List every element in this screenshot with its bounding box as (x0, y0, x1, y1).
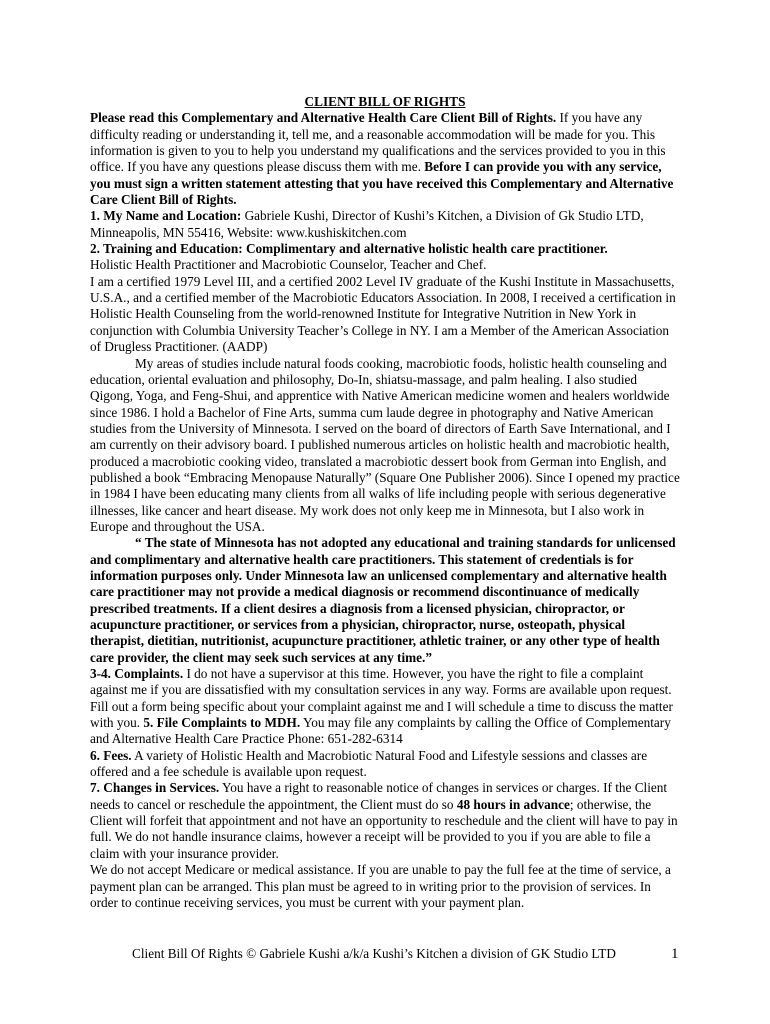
section-2-paragraph-2: My areas of studies include natural foods cooking, macrobiotic foods, holistic health counseling and education, oriental evaluation and philosophy, Do-In, shiatsu-massage, and palm healing. I also studied Qigong, Yoga, and Feng-Shui, and apprentice with Native American medicine women and healers worldwide since 1986. I hold a Bachelor of Fine Arts, summa cum laude degree in photography and Native American studies from the University of Minnesota. I served on the board of directors of Earth Save International, and I am currently on their advisory board. I published numerous articles on holistic health and macrobiotic health, produced a macrobiotic cooking video, translated a macrobiotic dessert book from German into English, and published a book “Embracing Menopause Naturally” (Square One Publisher 2006). Since I opened my practice in 1984 I have been educating many clients from all walks of life including people with serious degenerative illnesses, like cancer and heart disease. My work does not only keep me in Minnesota, but I also work in Europe and throughout the USA. (90, 355, 680, 534)
section-7-text-a: You have a right to reasonable notice of changes in services or charges. If the Client needs to cancel or reschedule the appointment, the Client must do so (90, 780, 668, 812)
section-2-paragraph-1: I am a certified 1979 Level III, and a certified 2002 Level IV graduate of the Kushi Institute in Massachusetts, U.S.A., and a certified member of the Macrobiotic Educators Association. In 2008, I received a certification in Holistic Health Counseling from the world-renowned Institute for Integrative Nutrition in New York in conjunction with Columbia University Teacher’s College in NY. I am a Member of the American Association of Drugless Practitioner. (AADP) (90, 273, 676, 355)
section-7 (90, 780, 680, 862)
section-1-heading: 1. My Name and Location: (90, 208, 242, 224)
section-7-text-b: ; otherwise, the Client will forfeit that appointment and not have an opportunity to reschedule and the client will have to pay in full. We do not handle insurance claims, however a receipt will be provided to you if you are able to file a claim with your insurance provider. (90, 796, 678, 861)
intro-paragraph (90, 110, 680, 208)
page-footer: Client Bill Of Rights © Gabriele Kushi a/k/a Kushi’s Kitchen a division of GK Studio LTD (132, 946, 616, 961)
section-5-text: You may file any complaints by calling the Office of Complementary and Alternative Health Care Practice Phone: 651-282-6314 (90, 715, 671, 747)
intro-text: If you have any difficulty reading or understanding it, tell me, and a reasonable accommodation will be made for you. This information is given to you to help you understand my qualifications and the services provided to you in this office. If you have any questions please discuss them with me. (90, 110, 666, 175)
section-5-heading: 5. File Complaints to MDH. (143, 715, 301, 731)
section-6-text: A variety of Holistic Health and Macrobiotic Natural Food and Lifestyle sessions and classes are offered and a fee schedule is available upon request. (90, 747, 648, 780)
section-7-heading: 7. Changes in Services. (90, 780, 220, 796)
intro-bold-tail: Before I can provide you with any service, you must sign a written statement attesting that you have received this Complementary and Alternative Care Client Bill of Rights. (90, 159, 674, 208)
section-7-bold: 48 hours in advance (456, 796, 570, 812)
section-6 (90, 748, 680, 781)
section-2-heading: 2. Training and Education: Complimentary and alternative holistic health care practitioner. (90, 241, 608, 257)
intro-bold-lead: Please read this Complementary and Alternative Health Care Client Bill of Rights. (90, 110, 557, 126)
page-number: 1 (671, 946, 679, 962)
section-6-heading: 6. Fees. (90, 747, 132, 763)
section-7-paragraph-2: We do not accept Medicare or medical assistance. If you are unable to pay the full fee at the time of service, a payment plan can be arranged. This plan must be agreed to in writing prior to the provision of services. In order to continue receiving services, you must be current with your payment plan. (90, 862, 671, 910)
section-3-4-heading: 3-4. Complaints. (90, 666, 184, 682)
section-1-text: Gabriele Kushi, Director of Kushi’s Kitchen, a Division of Gk Studio LTD, Minneapolis, MN 55416, Website: www.kushiskitchen.com (90, 208, 644, 240)
section-3-4-text: I do not have a supervisor at this time. However, you have the right to file a complaint against me if you are dissatisfied with my consultation services in any way. Forms are available upon request. Fill out a form being specific about your complaint against me and I will schedule a time to discuss the matter with you. (90, 666, 673, 731)
section-3-4 (90, 666, 680, 748)
section-2-line1: Holistic Health Practitioner and Macrobiotic Counselor, Teacher and Chef. (90, 257, 487, 273)
section-1 (90, 208, 680, 241)
state-statement: “ The state of Minnesota has not adopted any educational and training standards for unlicensed and complimentary and alternative health care practitioners. This statement of credentials is for information purposes only. Under Minnesota law an unlicensed complementary and alternative health care practitioner may not provide a medical diagnosis or recommend discontinuance of medically prescribed treatments. If a client desires a diagnosis from a licensed physician, chiropractor, or acupuncture practitioner, or services from a physician, chiropractor, nurse, osteopath, physical therapist, dietitian, nutritionist, acupuncture practitioner, athletic trainer, or any other type of health care provider, the client may seek such services at any time.” (90, 535, 676, 665)
document-page (90, 94, 680, 911)
document-title: CLIENT BILL OF RIGHTS (304, 94, 466, 109)
